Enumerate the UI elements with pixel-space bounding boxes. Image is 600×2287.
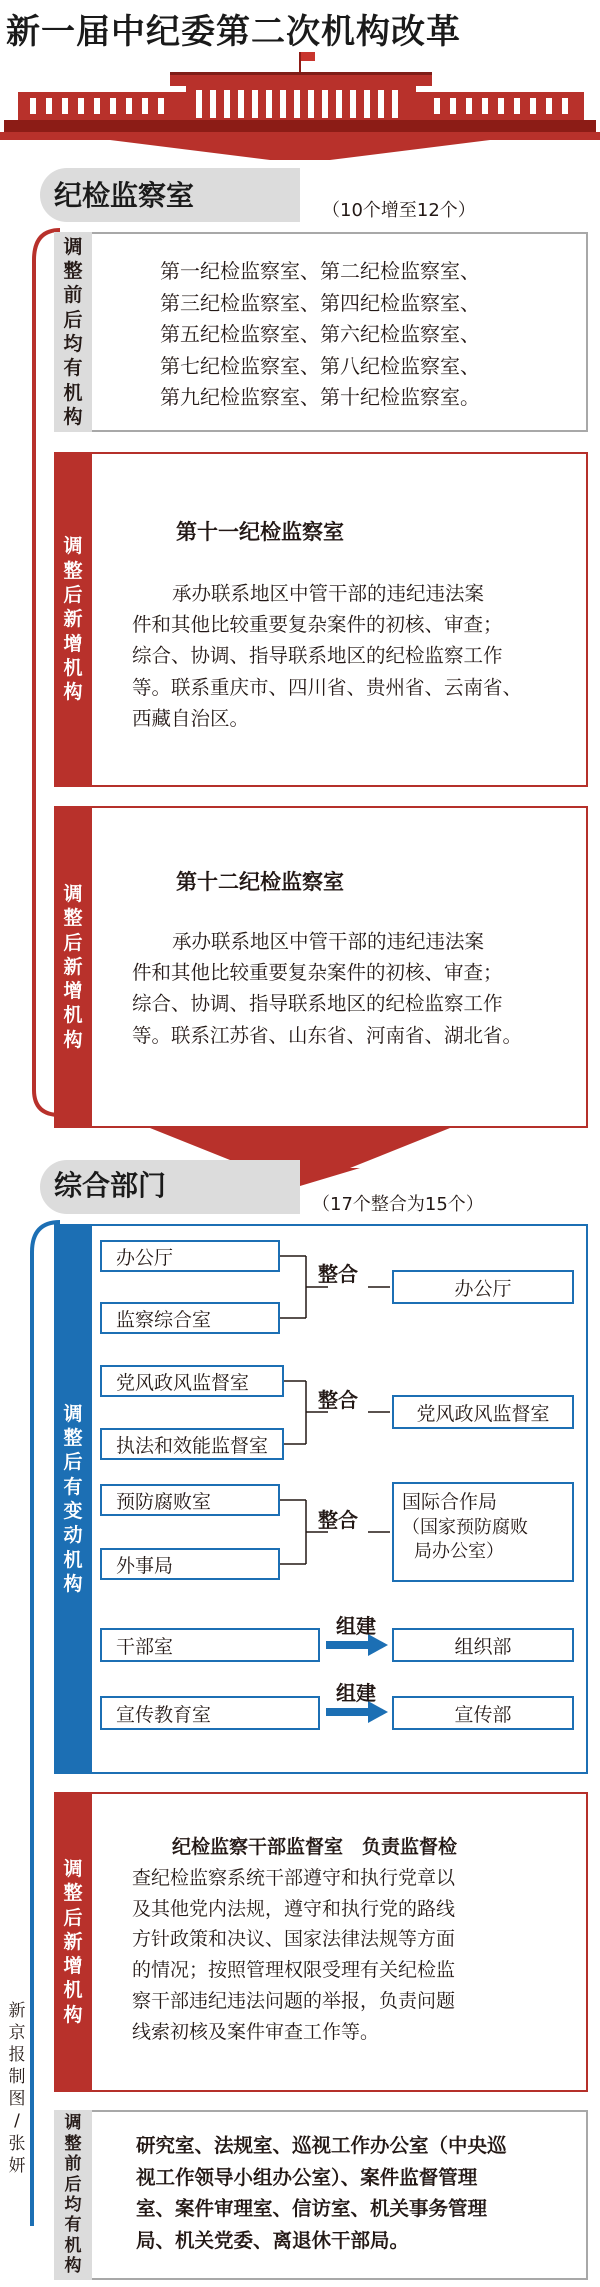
page-title: 新一届中纪委第二次机构改革: [6, 12, 461, 52]
section1-note: （10个增至12个）: [322, 200, 476, 221]
section2-title: 综合部门: [54, 1169, 167, 1202]
section2-new-label: 调 整 后 新 增 机 构: [54, 1792, 92, 2092]
section2-new-panel: [54, 1792, 588, 2092]
section1-new2-text: 承办联系地区中管干部的违纪违法案 件和其他比较重要复杂案件的初核、审查； 综合、协调、指导联系地区的纪检监察工作 等。联系江苏省、山东省、河南省、湖北省。: [132, 930, 523, 1047]
merge-label-2: 整合: [318, 1388, 358, 1412]
section2-unchanged-label: 调 整 前 后 均 有 机 构: [54, 2110, 92, 2280]
org-box-xuanchuan: 宣传教育室: [100, 1696, 320, 1730]
org-box-bangongting-result: 办公厅: [392, 1270, 574, 1304]
section2-note: （17个整合为15个）: [312, 1194, 484, 1215]
org-box-guoji-hezuo: 国际合作局 （国家预防腐败 局办公室）: [392, 1482, 574, 1582]
merge-label-3: 整合: [318, 1508, 358, 1532]
section2-unchanged-panel: [54, 2110, 588, 2280]
org-box-bangongting: 办公厅: [100, 1240, 280, 1272]
section1-title: 纪检监察室: [54, 179, 195, 212]
merge-label-1: 整合: [318, 1262, 358, 1286]
org-box-dangfeng: 党风政风监督室: [100, 1365, 284, 1397]
build-label-1: 组建: [336, 1614, 376, 1638]
org-box-waishi: 外事局: [100, 1548, 280, 1580]
section1-new1-text: 承办联系地区中管干部的违纪违法案 件和其他比较重要复杂案件的初核、审查； 综合、协调、指导联系地区的纪检监察工作 等。联系重庆市、四川省、贵州省、云南省、 西藏自治区。: [132, 582, 523, 730]
section2-unchanged-list: 研究室、法规室、巡视工作办公室（中央巡 视工作领导小组办公室）、案件监督管理 室、案件审理室、信访室、机关事务管理 局、机关党委、离退休干部局。: [136, 2134, 507, 2252]
section1-new1-label: 调 整 后 新 增 机 构: [54, 452, 92, 787]
section1-unchanged-label: 调 整 前 后 均 有 机 构: [54, 232, 92, 432]
section1-new1-heading: 第十一纪检监察室: [176, 520, 344, 544]
org-box-zhifa: 执法和效能监督室: [100, 1428, 284, 1460]
org-box-xuanchuanbu: 宣传部: [392, 1696, 574, 1730]
org-box-dangfeng-result: 党风政风监督室: [392, 1395, 574, 1429]
graphic-credit: 新 京 报 制 图 / 张 妍: [8, 2001, 26, 2176]
section1-new2-label: 调 整 后 新 增 机 构: [54, 806, 92, 1128]
org-box-ganbu: 干部室: [100, 1628, 320, 1662]
section1-new2-heading: 第十二纪检监察室: [176, 870, 344, 894]
section2-new-text: 纪检监察干部监督室 负责监督检 查纪检监察系统干部遵守和执行党章以 及其他党内法规，遵守和执行党的路线 方针政策和决议、国家法律法规等方面 的情况；按照管理权限受理有关纪检监 察干部违纪违法问题的举报，负责问题 线索初核及案件审查工作等。: [132, 1836, 458, 2043]
section2-changed-label: 调 整 后 有 变 动 机 构: [54, 1224, 92, 1774]
org-box-jiancha-zonghe: 监察综合室: [100, 1302, 280, 1334]
build-label-2: 组建: [336, 1681, 376, 1705]
org-box-zuzhibu: 组织部: [392, 1628, 574, 1662]
org-box-yufang: 预防腐败室: [100, 1484, 280, 1516]
section1-unchanged-list: 第一纪检监察室、第二纪检监察室、 第三纪检监察室、第四纪检监察室、 第五纪检监察室、第六纪检监察室、 第七纪检监察室、第八纪检监察室、 第九纪检监察室、第十纪检监察室。: [160, 259, 480, 410]
